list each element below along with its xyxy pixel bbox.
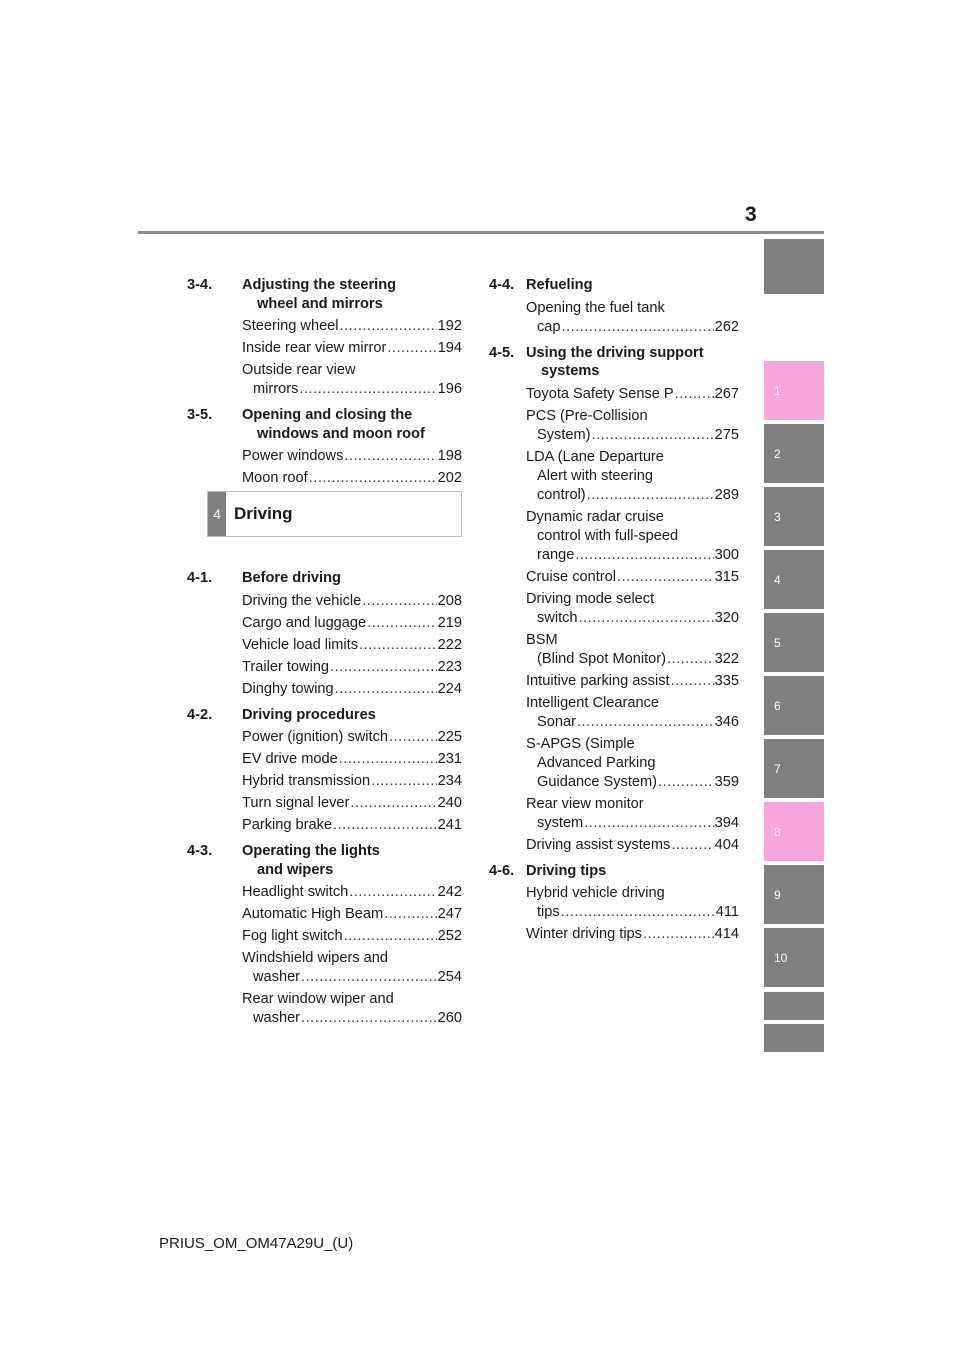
toc-entry-line — [526, 650, 739, 669]
dot-leader — [389, 728, 437, 747]
section-heading — [489, 276, 739, 295]
toc-entry-line — [242, 317, 462, 336]
toc-page-number: 359 — [714, 773, 739, 790]
section-title — [187, 569, 462, 588]
toc-entry-line — [526, 694, 739, 713]
dot-leader — [340, 317, 437, 336]
toc-page-number: 202 — [437, 470, 462, 486]
dot-leader — [675, 385, 714, 404]
chapter-tab-blank[interactable] — [764, 1024, 824, 1052]
toc-page-number: 260 — [437, 1010, 462, 1026]
toc-page-number: 219 — [437, 614, 462, 631]
dot-leader — [562, 318, 714, 337]
toc-entry-text: PCS (Pre-Collision — [526, 407, 648, 424]
dot-leader — [671, 672, 714, 691]
toc-page-number: 196 — [437, 381, 462, 397]
chapter-title: Driving — [234, 504, 293, 523]
toc-entry[interactable] — [526, 735, 739, 792]
toc-entry[interactable] — [242, 816, 462, 835]
toc-entry[interactable] — [242, 949, 462, 987]
section-title — [187, 406, 462, 443]
toc-page-number: 320 — [714, 609, 739, 626]
section-number: 4-1. — [187, 570, 213, 586]
toc-entry-text: Headlight switch — [242, 884, 349, 900]
chapter-tab-3[interactable] — [764, 487, 824, 546]
dot-leader — [384, 905, 437, 924]
toc-entry-line — [242, 883, 462, 902]
toc-entry-text: Toyota Safety Sense P — [526, 385, 674, 402]
toc-entry-line — [526, 527, 739, 546]
toc-entry-line — [526, 631, 739, 650]
section-title — [187, 276, 462, 313]
toc-page-number: 315 — [714, 568, 739, 585]
section-heading — [187, 569, 462, 588]
toc-entry-text: washer — [253, 1010, 301, 1026]
toc-entry[interactable] — [242, 680, 462, 699]
toc-entry-line — [242, 592, 462, 611]
toc-page-number: 335 — [714, 672, 739, 689]
toc-entry-text: Trailer towing — [242, 658, 330, 675]
toc-page-number: 223 — [437, 658, 462, 675]
toc-entry[interactable] — [242, 469, 462, 488]
toc-page-number: 234 — [437, 773, 462, 789]
toc-column-right — [489, 276, 739, 951]
section-title-line: systems — [541, 363, 600, 379]
toc-entry-text: (Blind Spot Monitor) — [537, 650, 666, 667]
toc-right — [489, 276, 739, 951]
toc-entry-text: Driving assist systems — [526, 836, 671, 853]
toc-entry[interactable] — [526, 568, 739, 587]
dot-leader — [643, 925, 714, 944]
toc-page-number: 242 — [437, 884, 462, 900]
section-title — [489, 344, 739, 381]
toc-entry-line — [242, 949, 462, 968]
toc-entry[interactable] — [526, 795, 739, 833]
toc-column-left — [187, 276, 462, 1035]
toc-entry-line — [526, 814, 739, 833]
section-title-line: Opening and closing the — [242, 407, 413, 423]
section-title-line: and wipers — [257, 861, 334, 878]
toc-page-number: 252 — [437, 928, 462, 944]
toc-entry-line — [526, 903, 739, 922]
dot-leader — [367, 614, 436, 633]
toc-page-number: 411 — [715, 904, 739, 920]
toc-entry-line — [242, 380, 462, 399]
dot-leader — [387, 339, 436, 358]
toc-entry[interactable] — [242, 750, 462, 769]
dot-leader — [575, 546, 713, 565]
toc-entry-line — [242, 968, 462, 987]
toc-entry-line — [526, 385, 739, 404]
section-title-line: Before driving — [242, 570, 341, 586]
toc-page-number: 254 — [437, 969, 462, 985]
toc-entry-text: Hybrid vehicle driving — [526, 885, 665, 901]
dot-leader — [617, 568, 714, 587]
chapter-tab-label: 6 — [774, 698, 781, 713]
toc-entry[interactable] — [242, 905, 462, 924]
toc-entry-text: Dinghy towing — [242, 680, 334, 697]
toc-entry[interactable] — [242, 361, 462, 399]
toc-entry[interactable] — [242, 883, 462, 902]
dot-leader — [359, 636, 437, 655]
toc-entry-line — [526, 486, 739, 505]
toc-entry-line — [526, 448, 739, 467]
toc-entry-text: Cargo and luggage — [242, 614, 367, 631]
chapter-tab-label: 8 — [774, 824, 781, 839]
toc-entry-line — [242, 361, 462, 380]
dot-leader — [577, 713, 714, 732]
toc-entry-line — [526, 407, 739, 426]
toc-entry-text: Outside rear view — [242, 362, 356, 378]
section-heading — [489, 344, 739, 381]
toc-entry-line — [526, 546, 739, 565]
dot-leader — [309, 469, 437, 488]
toc-page-number: 289 — [714, 486, 739, 503]
toc-entry-line — [526, 735, 739, 754]
chapter-tab-label: 5 — [774, 635, 781, 650]
toc-entry-line — [242, 794, 462, 813]
toc-page-number: 404 — [714, 836, 739, 853]
toc-entry[interactable] — [526, 884, 739, 922]
dot-leader — [579, 609, 714, 628]
chapter-tab-8[interactable] — [764, 802, 824, 861]
section-spacer — [187, 1031, 462, 1035]
toc-entry-line — [526, 299, 739, 318]
section-number: 4-3. — [187, 843, 213, 859]
toc-entry-line — [242, 1009, 462, 1028]
toc-page-number: 231 — [437, 751, 462, 767]
section-heading — [489, 862, 739, 881]
toc-entry-line — [242, 750, 462, 769]
dot-leader — [301, 968, 437, 987]
chapter-tab-9[interactable] — [764, 865, 824, 924]
toc-entry[interactable] — [242, 447, 462, 466]
section-spacer — [489, 947, 739, 951]
dot-leader — [349, 883, 436, 902]
toc-entry[interactable] — [526, 508, 739, 565]
toc-entry-text: washer — [253, 969, 301, 985]
toc-entry-text: Inside rear view mirror — [242, 340, 387, 356]
toc-entry-text: Advanced Parking — [537, 754, 656, 771]
toc-entry[interactable] — [526, 925, 739, 944]
section-heading — [187, 276, 462, 313]
toc-entry-text: Steering wheel — [242, 318, 339, 334]
toc-entry-text: Rear view monitor — [526, 795, 644, 812]
section-title — [489, 862, 739, 881]
toc-entry-line — [242, 339, 462, 358]
dot-leader — [362, 592, 436, 611]
toc-entry-text: cap — [537, 318, 561, 335]
toc-entry-text: System) — [537, 426, 591, 443]
chapter-tab-5[interactable] — [764, 613, 824, 672]
chapter-tab-10[interactable] — [764, 928, 824, 987]
section-title-line: Refueling — [526, 277, 593, 293]
section-title-line: Operating the lights — [242, 843, 380, 859]
toc-entry-text: Opening the fuel tank — [526, 299, 665, 316]
dot-leader — [671, 836, 713, 855]
toc-entry-text: Turn signal lever — [242, 795, 350, 811]
toc-entry-text: Alert with steering — [537, 467, 653, 484]
toc-entry-line — [242, 816, 462, 835]
toc-entry-line — [242, 728, 462, 747]
chapter-tab-label: 10 — [774, 950, 788, 965]
toc-entry-text: EV drive mode — [242, 751, 338, 767]
toc-entry-text: Vehicle load limits — [242, 636, 358, 653]
toc-entry-text: Power windows — [242, 448, 344, 464]
toc-page-number: 322 — [714, 650, 739, 667]
dot-leader — [371, 772, 437, 791]
toc-entry-line — [242, 658, 462, 677]
toc-entry[interactable] — [526, 299, 739, 337]
toc-page-number: 394 — [714, 814, 739, 831]
toc-page-number: 300 — [714, 546, 739, 563]
toc-left-top — [187, 276, 462, 495]
chapter-tab-label: 7 — [774, 761, 781, 776]
toc-entry-line — [242, 772, 462, 791]
toc-entry-line — [526, 467, 739, 486]
toc-entry-text: Driving mode select — [526, 590, 655, 607]
toc-page-number: 240 — [437, 795, 462, 811]
toc-entry[interactable] — [526, 407, 739, 445]
toc-page-number: 275 — [714, 426, 739, 443]
toc-entry-line — [526, 713, 739, 732]
section-title-line: wheel and mirrors — [257, 295, 383, 312]
toc-entry[interactable] — [242, 658, 462, 677]
toc-entry-line — [526, 795, 739, 814]
dot-leader — [333, 816, 437, 835]
toc-entry-text: Windshield wipers and — [242, 950, 389, 966]
toc-entry-line — [242, 636, 462, 655]
chapter-tab-4[interactable] — [764, 550, 824, 609]
dot-leader — [301, 1009, 437, 1028]
toc-entry-line — [526, 884, 739, 903]
toc-entry-text: Fog light switch — [242, 928, 343, 944]
toc-entry-text: Winter driving tips — [526, 926, 642, 942]
toc-entry[interactable] — [242, 772, 462, 791]
toc-entry-text: BSM — [526, 631, 558, 648]
toc-entry[interactable] — [526, 694, 739, 732]
section-heading — [187, 406, 462, 443]
toc-page-number: 225 — [437, 729, 462, 745]
section-number: 3-4. — [187, 277, 213, 293]
page-number: 3 — [745, 203, 757, 226]
toc-entry-text: Intelligent Clearance — [526, 694, 660, 711]
toc-entry-text: Intuitive parking assist — [526, 672, 670, 689]
toc-entry-line — [242, 990, 462, 1009]
section-title — [187, 706, 462, 725]
toc-entry-text: switch — [537, 609, 578, 626]
toc-left-bottom — [187, 569, 462, 1035]
toc-entry[interactable] — [242, 728, 462, 747]
dot-leader — [299, 380, 436, 399]
dot-leader — [335, 680, 437, 699]
toc-entry-text: Rear window wiper and — [242, 991, 394, 1007]
toc-entry[interactable] — [526, 631, 739, 669]
toc-entry[interactable] — [242, 990, 462, 1028]
toc-entry-text: range — [537, 546, 575, 563]
toc-page-number: 208 — [437, 592, 462, 609]
chapter-tab-label: 2 — [774, 446, 781, 461]
section-title-line: windows and moon roof — [257, 425, 425, 442]
chapter-number: 4 — [208, 492, 226, 536]
dot-leader — [339, 750, 437, 769]
toc-entry-line — [526, 508, 739, 527]
toc-page-number: 262 — [714, 318, 739, 335]
toc-entry-text: Cruise control — [526, 568, 617, 585]
section-title — [187, 842, 462, 879]
toc-entry-text: Moon roof — [242, 470, 308, 486]
dot-leader — [658, 773, 714, 792]
toc-entry[interactable] — [526, 836, 739, 855]
dot-leader — [592, 426, 714, 445]
dot-leader — [344, 927, 437, 946]
toc-entry[interactable] — [242, 592, 462, 611]
section-number: 4-6. — [489, 862, 515, 879]
document-code: PRIUS_OM_OM47A29U_(U) — [159, 1235, 354, 1252]
toc-entry[interactable] — [526, 672, 739, 691]
toc-entry-text: system — [537, 814, 584, 831]
toc-page-number: 222 — [437, 636, 462, 653]
toc-entry-line — [526, 754, 739, 773]
toc-entry[interactable] — [242, 339, 462, 358]
toc-page-number: 414 — [714, 926, 739, 942]
section-title-line: Adjusting the steering — [242, 277, 397, 293]
dot-leader — [350, 794, 436, 813]
toc-page-number: 247 — [437, 906, 462, 922]
toc-entry-text: control with full-speed — [537, 527, 679, 544]
toc-page-number: 194 — [437, 340, 462, 356]
chapter-heading — [207, 491, 462, 537]
toc-entry[interactable] — [242, 317, 462, 336]
toc-entry-line — [526, 925, 739, 944]
toc-entry[interactable] — [526, 590, 739, 628]
toc-entry-line — [242, 614, 462, 633]
section-title-line: Driving procedures — [242, 706, 376, 723]
toc-entry-line — [526, 836, 739, 855]
toc-page-number: 346 — [714, 713, 739, 730]
section-title-line: Driving tips — [526, 862, 607, 879]
toc-entry[interactable] — [526, 385, 739, 404]
dot-leader — [344, 447, 436, 466]
toc-entry-text: LDA (Lane Departure — [526, 448, 664, 465]
toc-entry[interactable] — [242, 636, 462, 655]
toc-page-number: 224 — [437, 680, 462, 697]
toc-page-number: 192 — [437, 318, 462, 334]
dot-leader — [330, 658, 437, 677]
toc-entry-line — [242, 447, 462, 466]
toc-entry-line — [526, 318, 739, 337]
chapter-tab-label: 1 — [774, 383, 781, 398]
chapter-tab-blank[interactable] — [764, 239, 824, 294]
toc-entry-line — [242, 469, 462, 488]
toc-entry-line — [526, 426, 739, 445]
toc-entry-text: Power (ignition) switch — [242, 729, 388, 745]
section-title — [489, 276, 739, 295]
toc-entry-text: Driving the vehicle — [242, 592, 362, 609]
toc-entry-line — [526, 672, 739, 691]
dot-leader — [587, 486, 714, 505]
toc-entry-text: tips — [537, 904, 560, 920]
toc-entry-line — [526, 609, 739, 628]
header-rule — [138, 231, 824, 234]
toc-entry-line — [242, 927, 462, 946]
toc-entry-text: Hybrid transmission — [242, 773, 371, 789]
toc-entry-text: Guidance System) — [537, 773, 658, 790]
toc-page-number: 198 — [437, 448, 462, 464]
toc-page-number: 267 — [714, 385, 739, 402]
chapter-tab-blank[interactable] — [764, 992, 824, 1020]
toc-entry-line — [242, 680, 462, 699]
toc-entry[interactable] — [526, 448, 739, 505]
section-number: 4-4. — [489, 277, 515, 293]
section-number: 4-2. — [187, 706, 213, 723]
toc-entry-text: mirrors — [253, 381, 299, 397]
toc-entry-text: Sonar — [537, 713, 576, 730]
toc-entry-line — [526, 590, 739, 609]
toc-entry[interactable] — [242, 927, 462, 946]
chapter-tab-label: 4 — [774, 572, 781, 587]
toc-entry[interactable] — [242, 794, 462, 813]
section-title-line: Using the driving support — [526, 344, 704, 361]
toc-entry-text: S-APGS (Simple — [526, 735, 635, 752]
toc-entry-line — [242, 905, 462, 924]
section-number: 4-5. — [489, 344, 515, 361]
toc-entry-line — [526, 773, 739, 792]
dot-leader — [561, 903, 715, 922]
chapter-tab-label: 9 — [774, 887, 781, 902]
chapter-tab-2[interactable] — [764, 424, 824, 483]
chapter-tab-6[interactable] — [764, 676, 824, 735]
chapter-tab-7[interactable] — [764, 739, 824, 798]
section-heading — [187, 706, 462, 725]
chapter-tab-label: 3 — [774, 509, 781, 524]
section-heading — [187, 842, 462, 879]
dot-leader — [667, 650, 714, 669]
toc-entry-text: Dynamic radar cruise — [526, 508, 664, 525]
toc-entry-text: Automatic High Beam — [242, 906, 384, 922]
toc-entry-line — [526, 568, 739, 587]
toc-page-number: 241 — [437, 817, 462, 833]
toc-entry[interactable] — [242, 614, 462, 633]
dot-leader — [584, 814, 713, 833]
toc-entry-text: Parking brake — [242, 817, 333, 833]
toc-entry-text: control) — [537, 486, 586, 503]
chapter-tab-1[interactable] — [764, 361, 824, 420]
section-number: 3-5. — [187, 407, 213, 423]
